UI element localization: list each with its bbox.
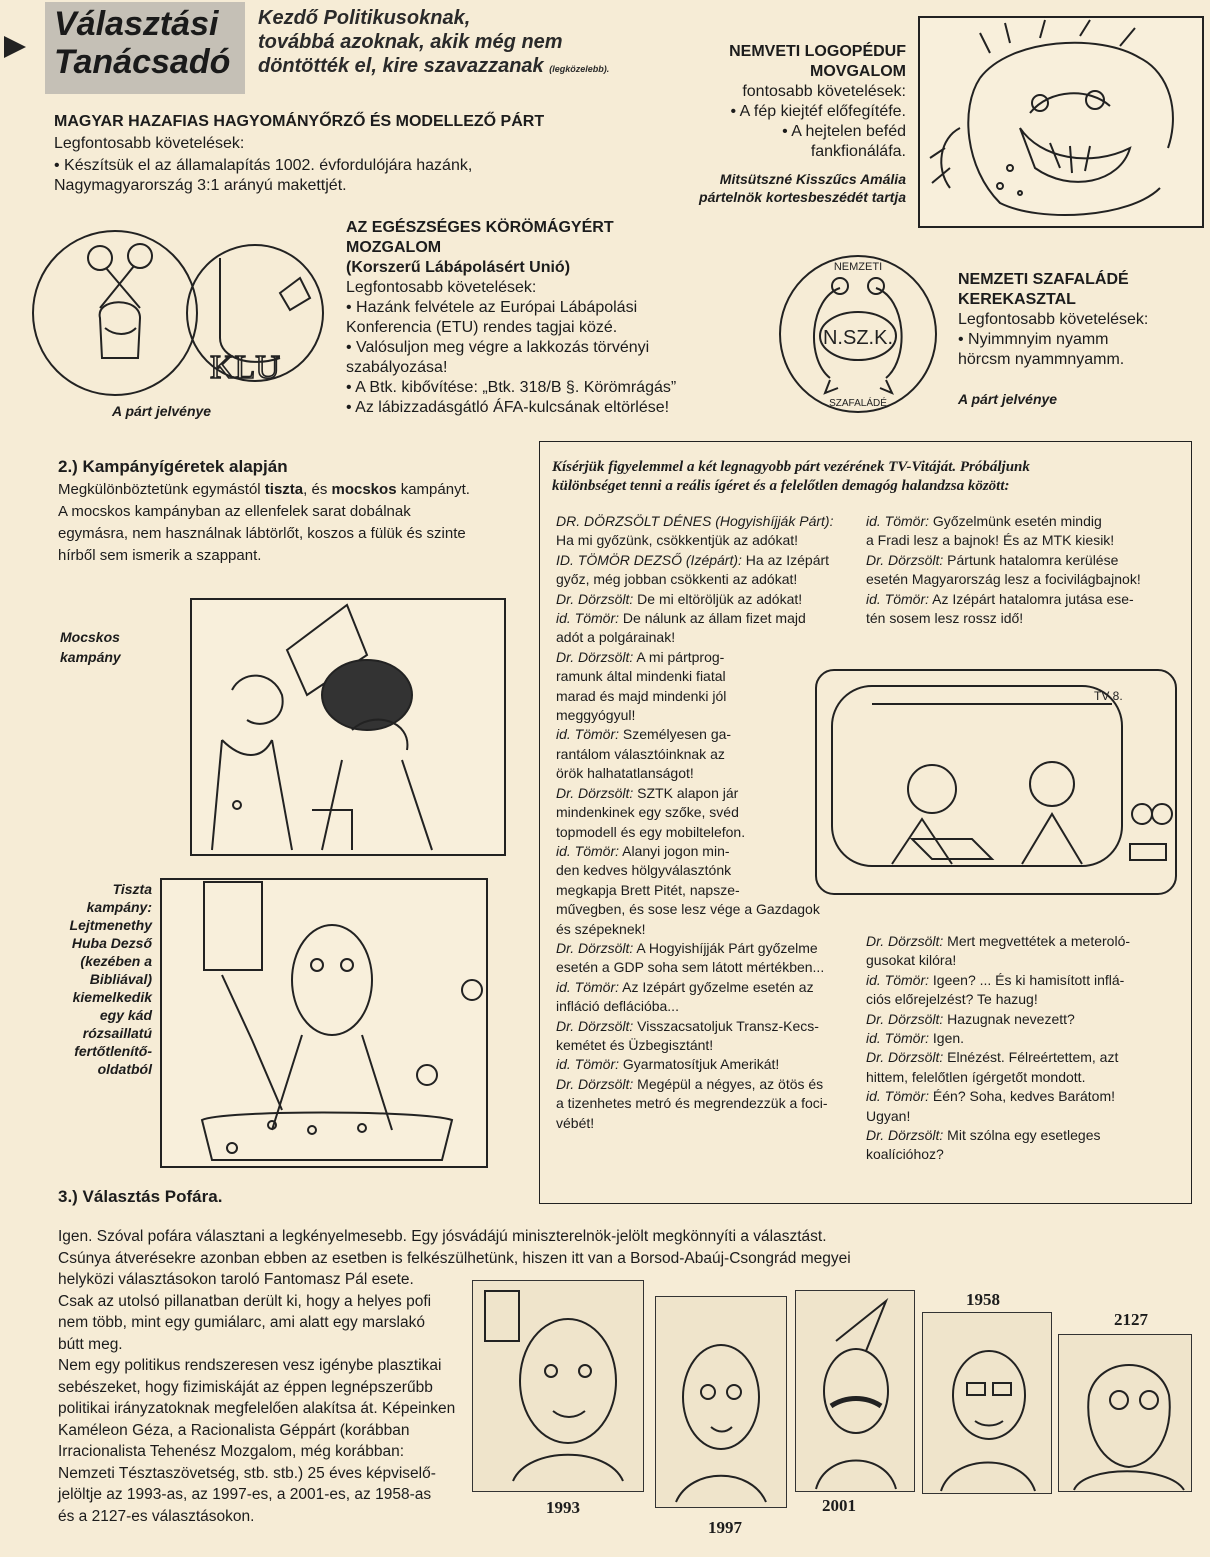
dialog-text: Ha az Izépárt (741, 551, 830, 568)
portrait-1993-drawing (473, 1281, 643, 1491)
dirty-caption-1: Mocskos (60, 629, 120, 645)
koromagy-item-3: • A Btk. kibővítése: „Btk. 318/B §. Körömrágás” (346, 379, 677, 396)
clean-campaign-cartoon (160, 878, 488, 1168)
speaker-label: id. Tömör: (866, 1030, 930, 1047)
dialog-line (556, 1094, 856, 1113)
dialog-text: kemétet és Üzbegisztánt! (556, 1036, 714, 1053)
section-2-paragraph-2c: hírből sem ismerik a szappant. (58, 547, 262, 564)
dialog-line (866, 590, 1166, 609)
szafalade-badge (770, 248, 946, 418)
dialog-line (556, 1075, 856, 1094)
koromagy-name-3: (Korszerű Lábápolásért Unió) (346, 259, 571, 276)
dialog-text: a tizenhetes metró és megrendezzük a foci- (556, 1095, 828, 1112)
speaker-label: id. Tömör: (866, 971, 930, 988)
speaker-label: Dr. Dörzsölt: (556, 784, 634, 801)
dialog-line (556, 667, 856, 686)
year-1997-label: 1997 (708, 1518, 742, 1537)
dialog-text: SZTK alapon jár (633, 784, 739, 801)
portrait-1997 (655, 1296, 787, 1508)
dialog-line (866, 609, 1166, 628)
dialog-text: Igen. (929, 1030, 965, 1047)
dialog-text: Visszacsatoljuk Transz-Kecs- (633, 1017, 819, 1034)
dialog-line (866, 971, 1172, 990)
szafalade-item-1a: • Nyimmnyim nyamm (958, 331, 1109, 348)
year-1958-label: 1958 (966, 1290, 1000, 1309)
dialog-line (556, 725, 856, 744)
dialog-text: Mert megvettétek a meteroló- (943, 933, 1131, 949)
dialog-line (556, 706, 856, 725)
dialog-line (556, 920, 856, 939)
dialog-text: Ha mi győzünk, csökkentjük az adókat! (556, 532, 799, 549)
sausage-badge-drawing (770, 248, 946, 418)
shouting-face-drawing (920, 18, 1202, 226)
dialog-text: ciós előrejelzést? Te hazug! (866, 991, 1038, 1008)
section-2-heading: 2.) Kampányígéretek alapján (58, 457, 288, 476)
dialog-text: Alanyi jogon min- (619, 842, 730, 859)
dialog-text: esetén a GDP soha sem látott mértékben... (556, 959, 825, 976)
television-debate-drawing (812, 664, 1192, 904)
dialog-line (556, 881, 856, 900)
dialog-line (556, 958, 856, 977)
dialog-text: koalícióhoz? (866, 1146, 944, 1163)
koromagy-demands: Legfontosabb követelések: (346, 279, 537, 296)
subtitle-line-1: Kezdő Politikusoknak, (258, 7, 471, 29)
dialog-text: Személyesen ga- (619, 726, 732, 743)
dialog-line (866, 1048, 1172, 1067)
subtitle-line-3: döntötték el, kire szavazzanak (legközelebb). (258, 55, 610, 77)
dialog-line (866, 990, 1172, 1009)
dialog-line (556, 590, 856, 609)
badge-top-text: NEMZETI (833, 261, 883, 273)
section-2-paragraph-2a: A mocskos kampányban az ellenfelek sarat dobálnak (58, 503, 411, 520)
portrait-2001 (795, 1290, 915, 1492)
dialog-line (866, 1029, 1172, 1048)
dialog-line (866, 1068, 1172, 1087)
dialog-text: marad és majd mindenki jól (556, 687, 727, 704)
speaker-label: id. Tömör: (556, 726, 620, 743)
szafalade-item-1b: hörcsm nyammnyamm. (958, 351, 1125, 368)
portrait-2127-drawing (1059, 1335, 1191, 1491)
dialog-text: tén sosem lesz rossz idő! (866, 610, 1024, 627)
koromagy-name-2: MOZGALOM (346, 239, 442, 256)
dialog-text: A mi pártprog- (633, 648, 725, 665)
dialog-text: a Fradi lesz a bajnok! És az MTK kiesik! (866, 532, 1115, 549)
koromagy-badge-caption: A párt jelvénye (112, 403, 212, 419)
dialog-line (556, 551, 856, 570)
dialog-text: Az Izépárt hatalomra jutása ese- (929, 590, 1134, 607)
section-3-text: Igen. Szóval pofára választani a legkényelmesebb. Egy jósvádájú miniszterelnök-jelölt megkönnyíti a választást. Csúnya átverésekre azonban ebben az esetben is felkészülhetünk, hiszen itt van a Borsod-Abaúj-Csongrád megyei helyközi választásokon taroló Fantomasz Pál esete. Csak az utolsó pillanatban derült ki, hogy a helyes pofi nem több, mint egy gumiálarc, ami alatt egy marslakó bútt meg. Nem egy politikus rendszeresen vesz igénybe plasztikai sebészeket, hogy fizimiskáját az éppen legnépszerűbb politikai irányzatoknak megfelelően alakítsa át. Képeinken Kaméleon Géza, a Racionalista Géppárt (korábban Irracionalista Tehenész Mozgalom, még korábban: Nemzeti Tésztaszövetség, stb. stb.) 25 éves képviselő- jelöltje az 1993-as, az 1997-es, a 2001-es, az 1958-as és a 2127-es választásokon. (58, 1228, 851, 1525)
dialog-line (866, 570, 1166, 589)
title-line-1: Választási (54, 5, 219, 43)
dialog-line (866, 512, 1166, 531)
koromagy-item-1a: • Hazánk felvétele az Európai Lábápolási (346, 299, 638, 316)
speaker-cartoon (918, 16, 1204, 228)
dialog-text: Az Izépárt győzelme esetén az (619, 978, 814, 995)
dialog-line (556, 531, 856, 550)
dialog-line (556, 1055, 856, 1074)
speaker-label: Dr. Dörzsölt: (866, 1010, 944, 1027)
dialog-text: topmodell és egy mobiltelefon. (556, 823, 746, 840)
hazafias-item-1b: Nagymagyarország 3:1 arányú makettjét. (54, 177, 347, 194)
portrait-1958 (922, 1312, 1052, 1494)
title-line-2: Tanácsadó (54, 43, 231, 81)
dialog-text: Hazugnak nevezett? (943, 1010, 1075, 1027)
dialog-text: infláció deflációba... (556, 998, 679, 1015)
hazafias-demands: Legfontosabb követelések: (54, 135, 245, 152)
dialog-text: Elnézést. Félreértettem, azt (943, 1049, 1119, 1066)
dialog-line (556, 978, 856, 997)
koromagy-item-4: • Az lábizzadásgátló ÁFA-kulcsának eltörlése! (346, 399, 670, 416)
speaker-label: Dr. Dörzsölt: (556, 1075, 634, 1092)
dialog-text: ramunk által mindenki fiatal (556, 668, 726, 685)
dialog-text: Győzelmünk esetén mindig (929, 513, 1102, 529)
dialog-line (556, 609, 856, 628)
dialog-text: örök halhatatlanságot! (556, 765, 694, 782)
dialog-text: den kedves hölgyválasztónk (556, 862, 732, 879)
header-arrow-icon (4, 36, 26, 58)
dialog-line (556, 997, 856, 1016)
dialog-text: hittem, felelőtlen ígérgetőt mondott. (866, 1068, 1086, 1085)
logoped-item-2b: fankfionáláfa. (810, 143, 906, 160)
speaker-label: DR. DÖRZSÖLT DÉNES (Hogyishíjják Párt): (556, 513, 834, 529)
section-2-paragraph-2b: egymásra, nem használnak lábtörlőt, koszos a fülük és szinte (58, 525, 466, 542)
speaker-label: Dr. Dörzsölt: (556, 939, 634, 956)
dirty-campaign-cartoon (190, 598, 506, 856)
portrait-1958-drawing (923, 1313, 1051, 1493)
dialog-text: meggyógyul! (556, 707, 636, 724)
szafalade-badge-caption: A párt jelvénye (958, 391, 1058, 407)
dialog-line (556, 570, 856, 589)
dialog-text: mindenkinek egy szőke, svéd (556, 804, 739, 821)
speaker-label: ID. TÖMÖR DEZSŐ (Izépárt): (556, 551, 742, 568)
speaker-label: Dr. Dörzsölt: (866, 933, 944, 949)
dialog-text: Gyarmatosítjuk Amerikát! (619, 1056, 780, 1073)
dialog-text: megkapja Brett Pitét, napsze- (556, 881, 740, 898)
dialog-line (866, 531, 1166, 550)
speaker-label: Dr. Dörzsölt: (556, 590, 634, 607)
portrait-2127 (1058, 1334, 1192, 1492)
portrait-2001-drawing (796, 1291, 914, 1491)
dialog-line (866, 951, 1172, 970)
logoped-demands: fontosabb követelések: (742, 83, 906, 100)
logoped-name-1: NEMVETI LOGOPÉDUF (729, 43, 906, 60)
dialog-line (866, 1087, 1172, 1106)
dialog-line (866, 551, 1166, 570)
speaker-label: id. Tömör: (556, 978, 620, 995)
speaker-label: id. Tömör: (866, 513, 930, 529)
dialog-line (866, 1010, 1172, 1029)
hazafias-name: MAGYAR HAZAFIAS HAGYOMÁNYŐRZŐ ÉS MODELLEZŐ PÁRT (54, 113, 545, 130)
dialog-line (556, 939, 856, 958)
szafalade-name-1: NEMZETI SZAFALÁDÉ (958, 271, 1129, 288)
dialog-text: Mit szólna egy esetleges (943, 1127, 1101, 1144)
badge-klu-text: KLU (210, 349, 280, 386)
dialog-line (866, 1126, 1172, 1145)
bathtub-drawing (162, 880, 486, 1166)
dialog-line (556, 842, 856, 861)
dialog-text: adót a polgárainak! (556, 629, 676, 646)
dialog-line (556, 900, 856, 919)
logoped-item-2a: • A hejtelen beféd (782, 123, 906, 140)
hazafias-item-1a: • Készítsük el az államalapítás 1002. évfordulójára hazánk, (54, 157, 473, 174)
tv-debate-intro: Kísérjük figyelemmel a két legnagyobb párt vezérének TV-Vitáját. Próbáljunk különbséget tenni a reális ígéret és a felelőtlen demagóg halandzsa között: (552, 459, 1030, 494)
dialog-line (556, 648, 856, 667)
szafalade-demands: Legfontosabb követelések: (958, 311, 1149, 328)
year-1993-label: 1993 (546, 1498, 580, 1517)
dialog-line (556, 764, 856, 783)
year-2001-label: 2001 (822, 1496, 856, 1515)
portrait-1997-drawing (656, 1297, 786, 1507)
debate-column-2a (866, 512, 1166, 628)
dialog-text: A Hogyishíjják Párt győzelme (633, 939, 818, 956)
logoped-caption-2: pártelnök kortesbeszédét tartja (699, 189, 906, 205)
speaker-label: id. Tömör: (556, 610, 620, 627)
badge-center-text: N.SZ.K. (822, 327, 894, 349)
dialog-line (556, 1114, 856, 1133)
dialog-line (556, 823, 856, 842)
scissors-foot-badge-drawing (20, 218, 330, 398)
szafalade-name-2: KEREKASZTAL (958, 291, 1076, 308)
speaker-label: Dr. Dörzsölt: (556, 1017, 634, 1034)
dialog-text: vébét! (556, 1114, 595, 1131)
logoped-name-2: MOVGALOM (810, 63, 906, 80)
dialog-line (556, 1036, 856, 1055)
speaker-label: id. Tömör: (556, 1056, 620, 1073)
dialog-text: Megépül a négyes, az ötös és (633, 1075, 824, 1092)
portrait-1993 (472, 1280, 644, 1492)
speaker-label: id. Tömör: (866, 590, 930, 607)
dialog-line (556, 628, 856, 647)
dialog-text: De nálunk az állam fizet majd (619, 610, 806, 627)
speaker-label: Dr. Dörzsölt: (866, 551, 944, 568)
debate-column-1 (556, 512, 856, 1133)
dialog-line (556, 745, 856, 764)
mud-throwing-drawing (192, 600, 504, 854)
dialog-text: De mi eltöröljük az adókat! (633, 590, 803, 607)
dialog-line (556, 512, 856, 531)
dialog-text: gusokat kilóra! (866, 952, 957, 969)
dialog-text: művegben, és sose lesz vége a Gazdagok (556, 901, 820, 918)
year-2127-label: 2127 (1114, 1310, 1148, 1329)
dialog-text: Één? Soha, kedves Barátom! (929, 1088, 1116, 1105)
koromagy-item-2b: szabályozása! (346, 359, 448, 376)
logoped-item-1: • A fép kiejtéf előfegítéfe. (730, 103, 906, 120)
tv-channel-label: TV 8. (1094, 689, 1123, 703)
tv-cartoon (812, 664, 1192, 904)
koromagy-badge (20, 218, 330, 398)
dialog-line (866, 1145, 1172, 1164)
debate-column-2b (866, 932, 1172, 1165)
section-2-paragraph-1: Megkülönböztetünk egymástól tiszta, és mocskos kampányt. (58, 481, 470, 498)
dialog-text: esetén Magyarország lesz a focivilágbajnok! (866, 571, 1141, 588)
dialog-text: Pártunk hatalomra kerülése (943, 551, 1119, 568)
subtitle-line-2: továbbá azoknak, akik még nem (258, 31, 563, 53)
dialog-line (556, 1017, 856, 1036)
speaker-label: id. Tömör: (866, 1088, 930, 1105)
logoped-caption-1: Mitsütszné Kisszűcs Amália (719, 171, 906, 187)
dialog-line (866, 932, 1172, 951)
badge-bottom-text: SZAFALÁDÉ (829, 398, 887, 409)
dialog-line (556, 687, 856, 706)
dialog-text: rantálom választóinknak az (556, 745, 725, 762)
dialog-text: Igeen? ... És ki hamisított inflá- (929, 971, 1125, 988)
dialog-text: győz, még jobban csökkenti az adókat! (556, 571, 798, 588)
clean-caption: Tiszta kampány: Lejtmenethy Huba Dezső (kezében a Bibliával) kiemelkedik egy kád rózsaillatú fertőtlenítő- oldatból (69, 881, 152, 1077)
koromagy-item-1b: Konferencia (ETU) rendes tagjai közé. (346, 319, 618, 336)
dialog-line (556, 861, 856, 880)
koromagy-item-2a: • Valósuljon meg végre a lakkozás törvényi (346, 339, 650, 356)
speaker-label: Dr. Dörzsölt: (866, 1127, 944, 1144)
speaker-label: Dr. Dörzsölt: (866, 1049, 944, 1066)
dialog-text: és szépeknek! (556, 920, 646, 937)
speaker-label: Dr. Dörzsölt: (556, 648, 634, 665)
dialog-text: Ugyan! (866, 1107, 911, 1124)
dirty-caption-2: kampány (60, 649, 121, 665)
dialog-line (866, 1107, 1172, 1126)
section-3-heading: 3.) Választás Pofára. (58, 1187, 223, 1206)
speaker-label: id. Tömör: (556, 842, 620, 859)
koromagy-name-1: AZ EGÉSZSÉGES KÖRÖMÁGYÉRT (346, 219, 614, 236)
dialog-line (556, 784, 856, 803)
dialog-line (556, 803, 856, 822)
